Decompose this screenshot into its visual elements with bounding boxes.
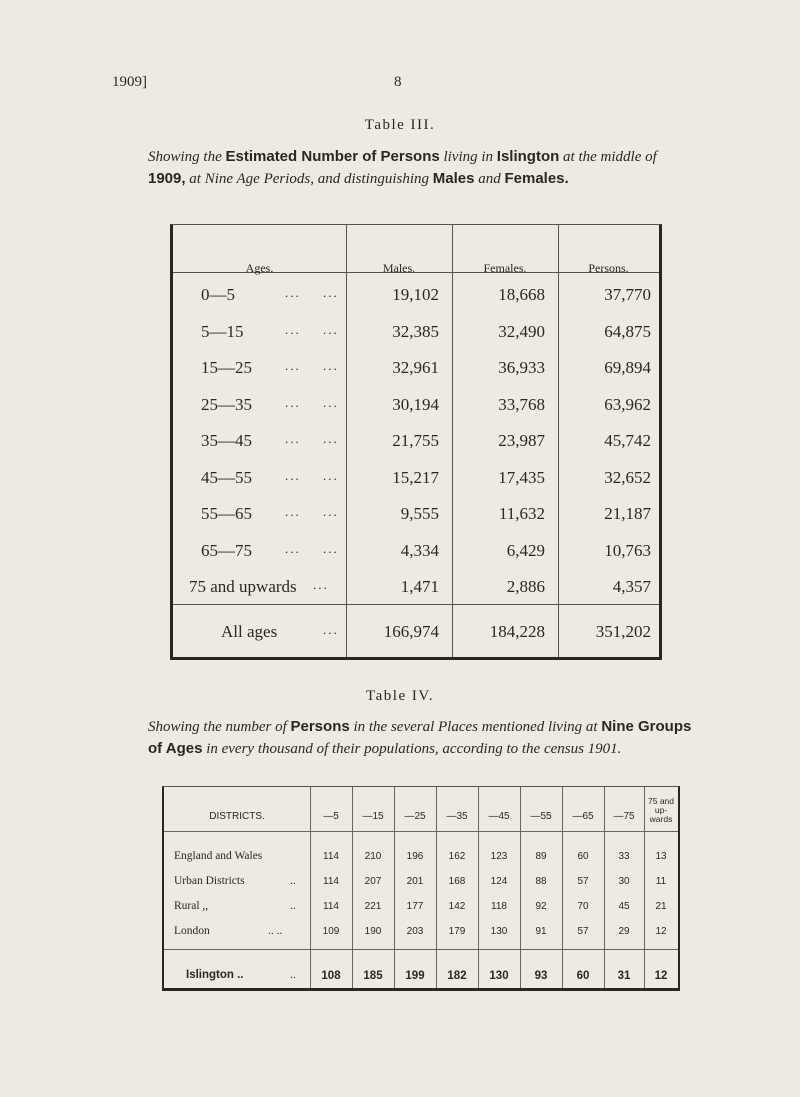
- district-value: 179: [448, 926, 466, 937]
- age-range: 35—45: [201, 431, 252, 450]
- females-value: 18,668: [498, 285, 545, 304]
- age-range: 65—75: [201, 540, 252, 560]
- district-value: 168: [448, 876, 466, 887]
- district-value: 92: [535, 901, 547, 912]
- islington-value: 108: [321, 970, 341, 982]
- column-header-age-group: 75 and up- wards: [648, 796, 674, 824]
- column-header-age-group: —25: [404, 811, 426, 822]
- islington-value: 182: [447, 970, 467, 982]
- males-value: 9,555: [400, 504, 439, 523]
- islington-value: 93: [534, 970, 548, 982]
- females-value: 2,886: [506, 577, 545, 596]
- district-value: 162: [448, 851, 466, 862]
- district-value: 207: [364, 876, 382, 887]
- leader-dots: ...: [313, 577, 329, 592]
- header-rule: [164, 831, 678, 832]
- district-value: 114: [323, 901, 339, 912]
- district-name: Rural ,,: [174, 900, 209, 912]
- males-value: 32,385: [392, 321, 439, 341]
- leader-dots: ..: [290, 900, 296, 912]
- table-4: [162, 786, 680, 991]
- total-rule: [173, 604, 659, 605]
- males-value: 4,334: [400, 540, 439, 560]
- district-value: 118: [491, 901, 507, 912]
- district-value: 203: [406, 926, 424, 937]
- table-3-title: Table III.: [364, 117, 436, 133]
- females-value: 17,435: [498, 467, 545, 487]
- leader-dots: ...: [323, 358, 339, 373]
- leader-dots: ...: [323, 467, 339, 483]
- table-3: [170, 224, 662, 660]
- leader-dots: ...: [285, 431, 301, 446]
- age-range: 0—5: [201, 285, 235, 304]
- islington-value: 12: [654, 970, 668, 982]
- district-value: 142: [448, 901, 466, 912]
- page-year: 1909]: [112, 74, 147, 90]
- district-value: 11: [655, 876, 667, 887]
- district-value: 21: [655, 901, 667, 912]
- total-persons: 351,202: [595, 622, 651, 641]
- persons-value: 10,763: [604, 540, 651, 560]
- district-name: England and Wales: [174, 850, 263, 862]
- total-rule: [164, 949, 678, 950]
- column-header-age-group: —5: [323, 811, 339, 822]
- age-range: 55—65: [201, 504, 252, 523]
- total-females: 184,228: [489, 622, 545, 641]
- leader-dots: ...: [323, 431, 339, 446]
- page-number: 8: [394, 74, 402, 90]
- column-header-age-group: —75: [613, 811, 635, 822]
- leader-dots: ...: [285, 394, 301, 410]
- leader-dots: ...: [285, 467, 301, 483]
- leader-dots: ...: [323, 540, 339, 556]
- column-header-age-group: —65: [572, 811, 594, 822]
- age-range: 5—15: [201, 321, 244, 341]
- islington-value: 199: [405, 970, 425, 982]
- district-value: 177: [406, 901, 424, 912]
- district-value: 70: [577, 901, 589, 912]
- column-header-females: Females.: [483, 261, 527, 275]
- total-males: 166,974: [383, 622, 439, 641]
- district-value: 130: [490, 926, 508, 937]
- district-name: Islington ..: [186, 969, 244, 981]
- males-value: 30,194: [392, 394, 439, 414]
- column-header-males: Males.: [382, 261, 416, 275]
- persons-value: 4,357: [612, 577, 651, 596]
- males-value: 15,217: [392, 467, 439, 487]
- females-value: 32,490: [498, 321, 545, 341]
- persons-value: 69,894: [604, 358, 651, 377]
- females-value: 36,933: [498, 358, 545, 377]
- district-value: 29: [618, 926, 630, 937]
- age-range: 15—25: [201, 358, 252, 377]
- leader-dots: ...: [285, 358, 301, 373]
- district-name: Urban Districts: [174, 875, 245, 887]
- leader-dots: ...: [285, 540, 301, 556]
- leader-dots: ...: [285, 504, 301, 519]
- islington-value: 185: [363, 970, 383, 982]
- persons-value: 45,742: [604, 431, 651, 450]
- district-value: 196: [406, 851, 424, 862]
- table-4-description: Showing the number of Persons in the several Places mentioned living at Nine Groups of Ages in every thousand of their populations, according to the census 1901.: [148, 718, 692, 757]
- district-value: 57: [577, 926, 589, 937]
- table-3-description: Showing the Estimated Number of Persons living in Islington at the middle of 1909, at Nine Age Periods, and distinguishing Males and Females.: [148, 148, 657, 187]
- district-value: 60: [577, 851, 589, 862]
- leader-dots: ..: [290, 969, 296, 981]
- district-value: 123: [490, 851, 508, 862]
- district-value: 221: [364, 901, 382, 912]
- females-value: 6,429: [506, 540, 545, 560]
- district-value: 91: [535, 926, 547, 937]
- district-value: 89: [535, 851, 547, 862]
- males-value: 19,102: [392, 285, 439, 304]
- leader-dots: ...: [323, 394, 339, 410]
- islington-value: 60: [576, 970, 590, 982]
- persons-value: 37,770: [604, 285, 651, 304]
- column-header-age-group: —55: [530, 811, 552, 822]
- district-value: 33: [618, 851, 630, 862]
- females-value: 11,632: [498, 504, 545, 523]
- leader-dots: ...: [285, 285, 301, 300]
- leader-dots: ...: [285, 321, 301, 337]
- district-value: 210: [364, 851, 382, 862]
- district-value: 190: [364, 926, 382, 937]
- persons-value: 21,187: [604, 504, 651, 523]
- table-4-title: Table IV.: [366, 688, 434, 704]
- column-header-age-group: —35: [446, 811, 468, 822]
- leader-dots: ...: [323, 622, 339, 637]
- district-value: 114: [323, 876, 339, 887]
- district-value: 124: [490, 876, 508, 887]
- district-value: 57: [577, 876, 589, 887]
- leader-dots: .. ..: [268, 925, 283, 937]
- males-value: 21,755: [392, 431, 439, 450]
- district-value: 30: [618, 876, 630, 887]
- islington-value: 31: [617, 970, 631, 982]
- column-header-age-group: —15: [362, 811, 384, 822]
- district-value: 88: [535, 876, 547, 887]
- persons-value: 32,652: [604, 467, 651, 487]
- leader-dots: ...: [323, 321, 339, 337]
- column-header-ages: Ages.: [245, 261, 274, 275]
- column-header-age-group: —45: [488, 811, 510, 822]
- district-value: 114: [323, 851, 339, 862]
- total-label: All ages: [221, 622, 278, 641]
- females-value: 23,987: [498, 431, 545, 450]
- leader-dots: ...: [323, 504, 339, 519]
- females-value: 33,768: [498, 394, 545, 414]
- district-value: 13: [655, 851, 667, 862]
- males-value: 1,471: [400, 577, 439, 596]
- district-value: 109: [322, 926, 340, 937]
- column-header-persons: Persons.: [588, 261, 629, 275]
- islington-value: 130: [489, 970, 509, 982]
- persons-value: 64,875: [604, 321, 651, 341]
- column-header-districts: DISTRICTS.: [209, 811, 265, 822]
- district-value: 201: [406, 876, 424, 887]
- persons-value: 63,962: [604, 394, 651, 414]
- leader-dots: ...: [323, 285, 339, 300]
- males-value: 32,961: [392, 358, 439, 377]
- age-range: 45—55: [201, 467, 252, 487]
- district-name: London: [174, 925, 210, 937]
- age-range: 75 and upwards: [189, 577, 297, 596]
- district-value: 45: [618, 901, 630, 912]
- district-value: 12: [655, 926, 667, 937]
- age-range: 25—35: [201, 394, 252, 414]
- leader-dots: ..: [290, 875, 296, 887]
